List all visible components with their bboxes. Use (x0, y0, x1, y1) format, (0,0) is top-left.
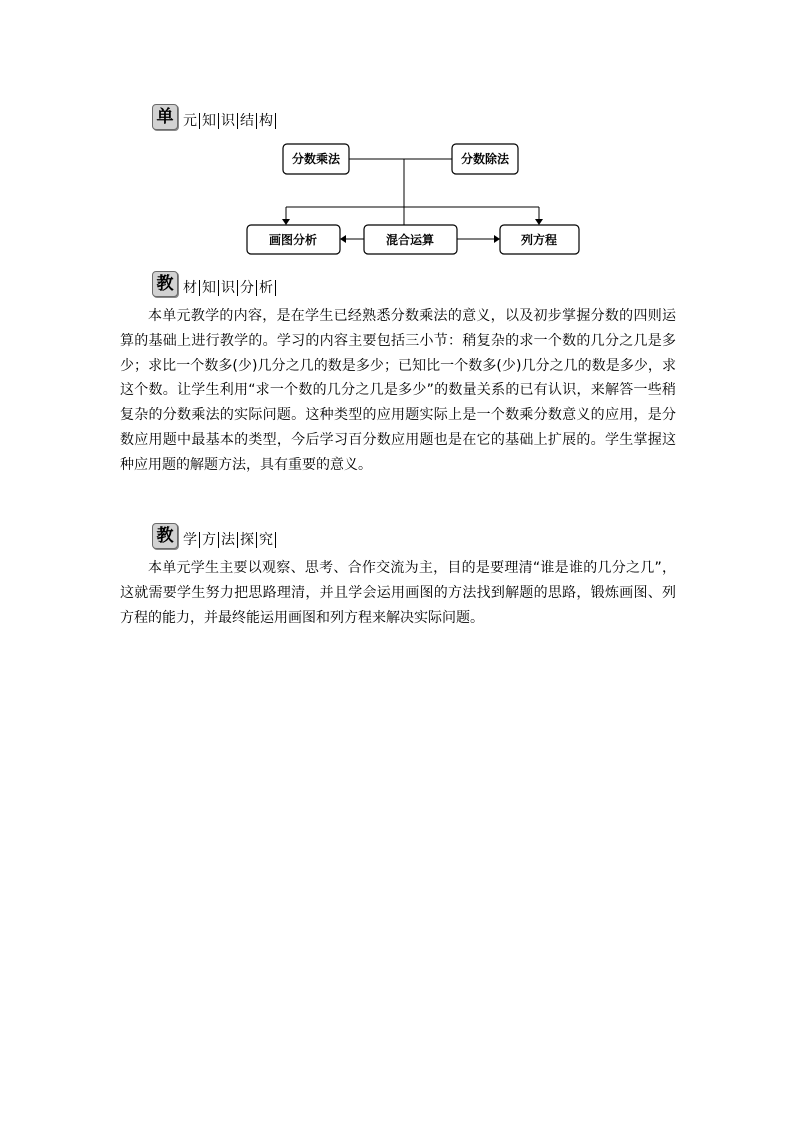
heading-char: 元 (181, 113, 200, 129)
heading-text (181, 532, 276, 549)
heading-char: 分 (238, 280, 257, 296)
heading-badge: 单 (152, 104, 178, 130)
node-label-multiplication: 分数乘法 (291, 152, 341, 166)
node-label-drawing-analysis: 画图分析 (268, 233, 318, 247)
heading-char: 知 (200, 280, 219, 296)
heading-char: 识 (219, 113, 238, 129)
arrow-down-icon (282, 219, 290, 225)
heading-char: 探 (238, 532, 257, 548)
heading-char: 材 (181, 280, 200, 296)
node-label-equations: 列方程 (520, 233, 558, 247)
node-label-mixed-operations: 混合运算 (385, 233, 435, 247)
heading-text (181, 280, 276, 297)
methods-paragraph: 本单元学生主要以观察、思考、合作交流为主，目的是要理清“谁是谁的几分之几”，这就需要学生努力把思路理清，并且学会运用画图的方法找到解题的思路，锻炼画图、列方程的能力，并最终能运用画图和列方程来解决实际问题。 (120, 560, 676, 626)
node-label-division: 分数除法 (460, 152, 510, 166)
arrow-left-icon (340, 235, 346, 243)
heading-char: 知 (200, 113, 219, 129)
arrow-right-icon (494, 235, 500, 243)
analysis-paragraph: 本单元教学的内容，是在学生已经熟悉分数乘法的意义，以及初步掌握分数的四则运算的基础上进行教学的。学习的内容主要包括三小节：稍复杂的求一个数的几分之几是多少；求比一个数多(少)几分之几的数是多少；已知比一个数多(少)几分之几的数是多少，求这个数。让学生利用“求一个数的几分之几是多少”的数量关系的已有认识，来解答一些稍复杂的分数乘法的实际问题。这种类型的应用题实际上是一个数乘分数意义的应用，是分数应用题中最基本的类型，今后学习百分数应用题也是在它的基础上扩展的。学生掌握这种应用题的解题方法，具有重要的意义。 (120, 308, 676, 473)
heading-char: 结 (238, 113, 257, 129)
heading-badge: 教 (152, 523, 178, 549)
knowledge-structure-diagram (0, 0, 794, 270)
heading-char: 法 (219, 532, 238, 548)
section-heading-methods (152, 523, 276, 549)
heading-badge: 教 (152, 271, 178, 297)
heading-char: 析 (257, 280, 276, 296)
section-heading-analysis (152, 271, 276, 297)
heading-char: 究 (257, 532, 276, 548)
heading-char: 构 (257, 113, 276, 129)
heading-char: 方 (200, 532, 219, 548)
heading-char: 学 (181, 532, 200, 548)
arrow-down-icon (535, 219, 543, 225)
heading-char: 识 (219, 280, 238, 296)
